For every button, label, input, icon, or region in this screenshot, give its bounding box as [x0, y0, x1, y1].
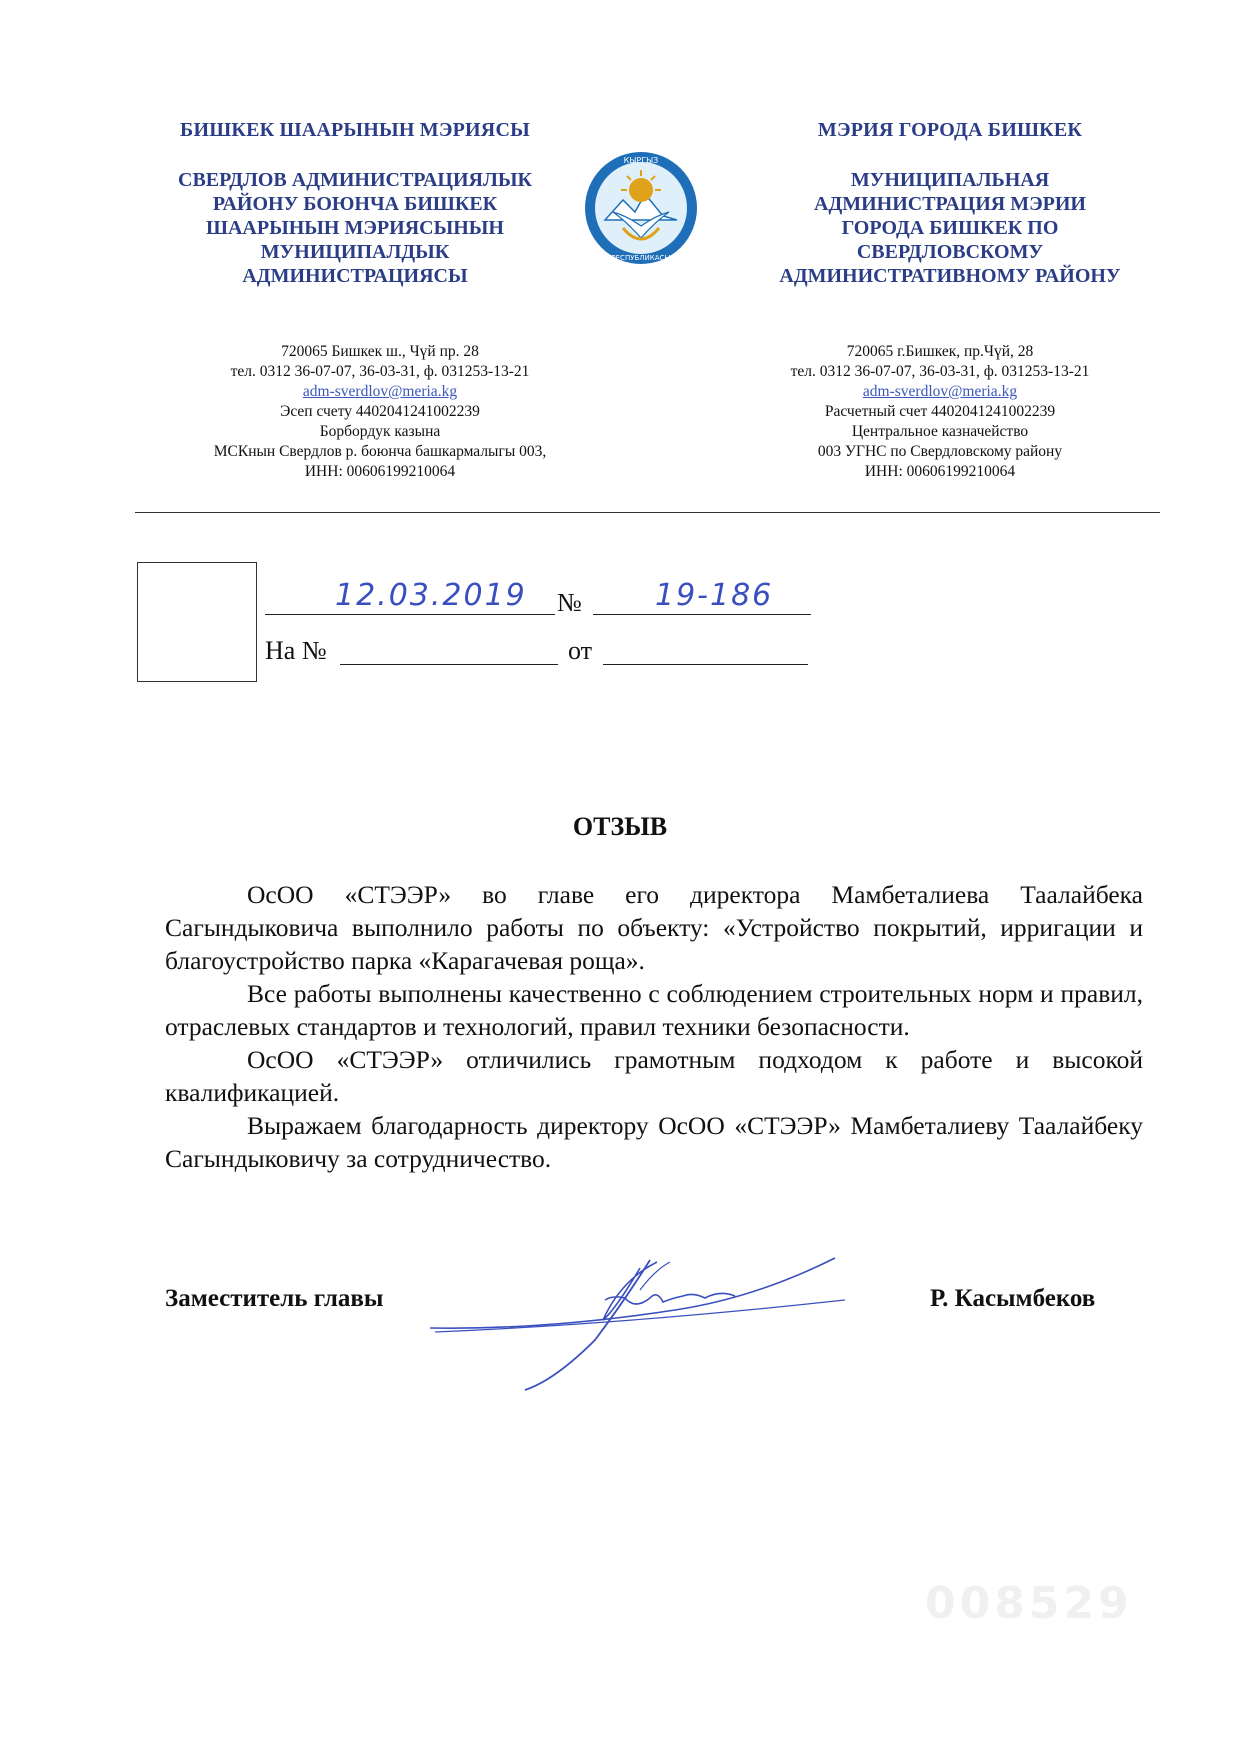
header-left-sub-line: РАЙОНУ БОЮНЧА БИШКЕК	[212, 193, 498, 215]
header-right-sub-line: АДМИНИСТРАТИВНОМУ РАЙОНУ	[779, 265, 1121, 287]
from-line	[603, 664, 808, 665]
email-link[interactable]	[140, 382, 620, 402]
header-divider	[135, 512, 1160, 513]
bank-line: ИНН: 00606199210064	[304, 463, 456, 480]
document-body	[165, 878, 1143, 1175]
signer-name: Р. Касымбеков	[930, 1285, 1096, 1312]
number-value: 19-186	[655, 578, 774, 613]
body-paragraph: Выражаем благодарность директору ОсОО «СТЭЭР» Мамбеталиеву Таалайбеку Сагындыковичу за сотрудничество.	[165, 1111, 1143, 1173]
handwritten-signature-icon	[425, 1240, 885, 1400]
body-paragraph: ОсОО «СТЭЭР» во главе его директора Мамбеталиева Таалайбека Сагындыковича выполнило работы по объекту: «Устройство покрытий, ирригации и благоустройство парка «Карагачевая роща».	[165, 880, 1143, 975]
serial-number: 008529	[925, 1578, 1133, 1629]
email-text[interactable]: adm-sverdlov@meria.kg	[302, 383, 458, 400]
header-left-sub-line: АДМИНИСТРАЦИЯСЫ	[242, 265, 468, 287]
stamp-box	[137, 562, 257, 682]
date-value: 12.03.2019	[335, 578, 527, 613]
reply-line	[340, 664, 558, 665]
address-line: тел. 0312 36-07-07, 36-03-31, ф. 031253-13-21	[790, 363, 1090, 380]
bank-line: Борбордук казына	[319, 423, 441, 440]
header-right-subtitle	[730, 168, 1170, 288]
header-left-sub-line: СВЕРДЛОВ АДМИНИСТРАЦИЯЛЫК	[178, 169, 532, 191]
number-label: №	[557, 588, 582, 617]
document-title: ОТЗЫВ	[572, 812, 668, 841]
bank-line: Эсеп счету 4402041241002239	[280, 403, 480, 420]
header-left-sub-line: ШААРЫНЫН МЭРИЯСЫНЫН	[206, 217, 504, 239]
emblem-top-text: КЫРГЫЗ	[623, 156, 659, 165]
header-right-sub-line: СВЕРДЛОВСКОМУ	[856, 241, 1044, 263]
from-label: от	[568, 636, 593, 665]
header-right-sub-line: АДМИНИСТРАЦИЯ МЭРИИ	[814, 193, 1086, 215]
address-line: 720065 Бишкек ш., Чүй пр. 28	[281, 343, 479, 360]
reply-label: На №	[265, 636, 327, 665]
kyrgyz-emblem-icon	[583, 150, 699, 266]
header-right-sub-line: ГОРОДА БИШКЕК ПО	[841, 217, 1059, 239]
header-right-sub-line: МУНИЦИПАЛЬНАЯ	[850, 169, 1050, 191]
header-left-address	[140, 342, 620, 482]
signer-position: Заместитель главы	[165, 1285, 384, 1312]
email-link[interactable]	[720, 382, 1160, 402]
address-line: 720065 г.Бишкек, пр.Чүй, 28	[846, 343, 1034, 360]
header-left-sub-line: МУНИЦИПАЛДЫК	[260, 241, 450, 263]
bank-line: Центральное казначейство	[851, 423, 1029, 440]
emblem-bottom-text: РЕСПУБЛИКАСЫ	[611, 254, 671, 262]
date-line	[265, 614, 555, 615]
header-right-address	[720, 342, 1160, 482]
body-paragraph: ОсОО «СТЭЭР» отличились грамотным подходом к работе и высокой квалификацией.	[165, 1045, 1143, 1107]
header-left-subtitle	[140, 168, 570, 288]
email-text[interactable]: adm-sverdlov@meria.kg	[862, 383, 1018, 400]
number-line	[593, 614, 811, 615]
bank-line: Расчетный счет 4402041241002239	[824, 403, 1056, 420]
bank-line: МСКнын Свердлов р. боюнча башкармалыгы 003,	[213, 443, 547, 460]
bank-line: ИНН: 00606199210064	[864, 463, 1016, 480]
body-paragraph: Все работы выполнены качественно с соблюдением строительных норм и правил, отраслевых стандартов и технологий, правил техники безопасности.	[165, 979, 1143, 1041]
address-line: тел. 0312 36-07-07, 36-03-31, ф. 031253-13-21	[230, 363, 530, 380]
header-right-title: МЭРИЯ ГОРОДА БИШКЕК	[817, 119, 1083, 141]
header-left-title: БИШКЕК ШААРЫНЫН МЭРИЯСЫ	[180, 119, 530, 141]
bank-line: 003 УГНС по Свердловскому району	[817, 443, 1063, 460]
